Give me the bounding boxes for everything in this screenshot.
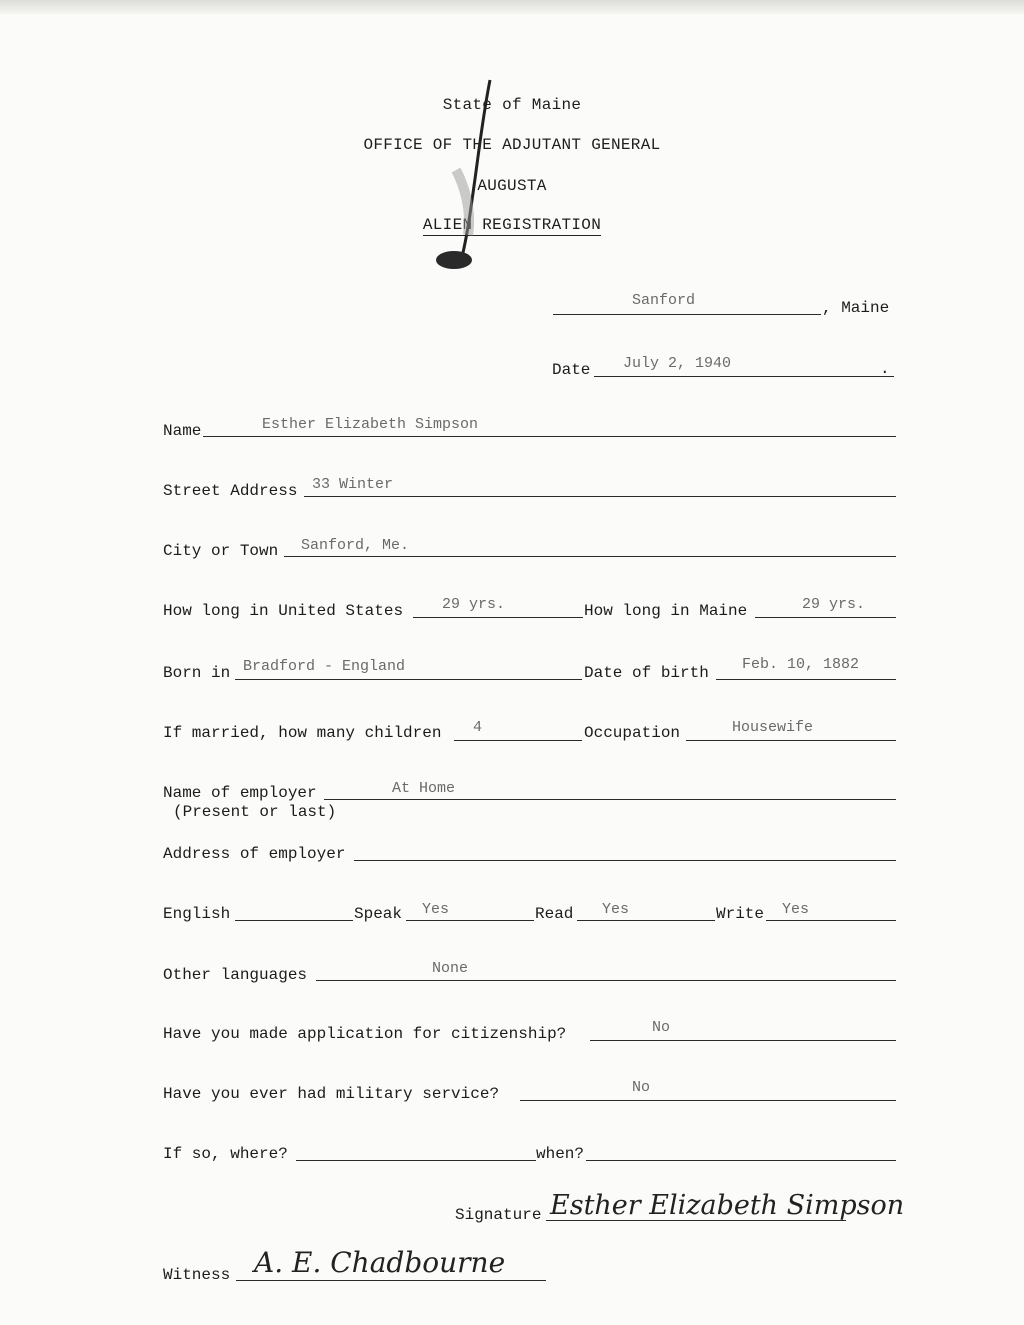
occupation-line (686, 740, 896, 741)
date-label: Date (552, 361, 591, 379)
us-years-value: 29 yrs. (442, 596, 506, 613)
read-label: Read (535, 905, 574, 923)
date-line (594, 376, 894, 377)
born-in-label: Born in (163, 664, 231, 682)
employer-label: Name of employer (163, 784, 317, 802)
english-label: English (163, 905, 231, 923)
occupation-value: Housewife (732, 719, 814, 736)
street-value: 33 Winter (312, 476, 394, 493)
speak-value: Yes (422, 901, 450, 918)
employer-line (324, 799, 896, 800)
birth-date-line (716, 679, 896, 680)
city-label: City or Town (163, 542, 279, 560)
maine-years-label: How long in Maine (584, 602, 748, 620)
read-line (577, 920, 715, 921)
other-languages-line (316, 980, 896, 981)
office-heading: OFFICE OF THE ADJUTANT GENERAL (363, 136, 661, 154)
employer-address-line (354, 860, 896, 861)
city-heading: AUGUSTA (477, 177, 547, 195)
employer-value: At Home (392, 780, 456, 797)
english-line (235, 920, 353, 921)
occupation-label: Occupation (584, 724, 681, 742)
signature-label: Signature (455, 1206, 542, 1224)
location-value: Sanford (632, 292, 696, 309)
if-so-where-label: If so, where? (163, 1145, 288, 1163)
street-label: Street Address (163, 482, 298, 500)
speak-label: Speak (354, 905, 403, 923)
read-value: Yes (602, 901, 630, 918)
state-heading: State of Maine (442, 96, 582, 114)
if-so-where-line (296, 1160, 536, 1161)
write-line (766, 920, 896, 921)
birth-date-label: Date of birth (584, 664, 709, 682)
children-label: If married, how many children (163, 724, 442, 742)
witness-label: Witness (163, 1266, 231, 1284)
us-years-line (413, 617, 583, 618)
citizenship-line (590, 1040, 896, 1041)
maine-years-line (755, 617, 896, 618)
children-value: 4 (473, 719, 483, 736)
street-line (304, 496, 896, 497)
maine-years-value: 29 yrs. (802, 596, 866, 613)
military-line (520, 1100, 896, 1101)
form-title: ALIEN REGISTRATION (422, 216, 602, 234)
us-years-label: How long in United States (163, 602, 404, 620)
born-in-value: Bradford - England (243, 658, 406, 675)
signature-handwriting: Esther Elizabeth Simpson (550, 1190, 905, 1221)
ink-smudge-mark (420, 70, 520, 280)
born-in-line (235, 679, 582, 680)
children-line (454, 740, 582, 741)
name-label: Name (163, 422, 202, 440)
write-label: Write (716, 905, 765, 923)
date-value: July 2, 1940 (623, 355, 732, 372)
location-line (553, 314, 821, 315)
city-value: Sanford, Me. (301, 537, 410, 554)
military-label: Have you ever had military service? (163, 1085, 500, 1103)
military-value: No (632, 1079, 651, 1096)
scan-edge (0, 0, 1024, 14)
speak-line (406, 920, 534, 921)
birth-date-value: Feb. 10, 1882 (742, 656, 860, 673)
name-value: Esther Elizabeth Simpson (262, 416, 479, 433)
when-line (586, 1160, 896, 1161)
name-line (203, 436, 896, 437)
location-suffix: , Maine (822, 299, 890, 317)
signature-line (546, 1220, 846, 1221)
witness-line (236, 1280, 546, 1281)
other-languages-label: Other languages (163, 966, 308, 984)
citizenship-label: Have you made application for citizenship? (163, 1025, 567, 1043)
citizenship-value: No (652, 1019, 671, 1036)
other-languages-value: None (432, 960, 469, 977)
write-value: Yes (782, 901, 810, 918)
when-label: when? (536, 1145, 585, 1163)
employer-address-label: Address of employer (163, 845, 346, 863)
city-line (284, 556, 896, 557)
witness-handwriting: A. E. Chadbourne (254, 1246, 506, 1279)
employer-sublabel: (Present or last) (173, 803, 337, 821)
date-period: . (880, 360, 890, 378)
